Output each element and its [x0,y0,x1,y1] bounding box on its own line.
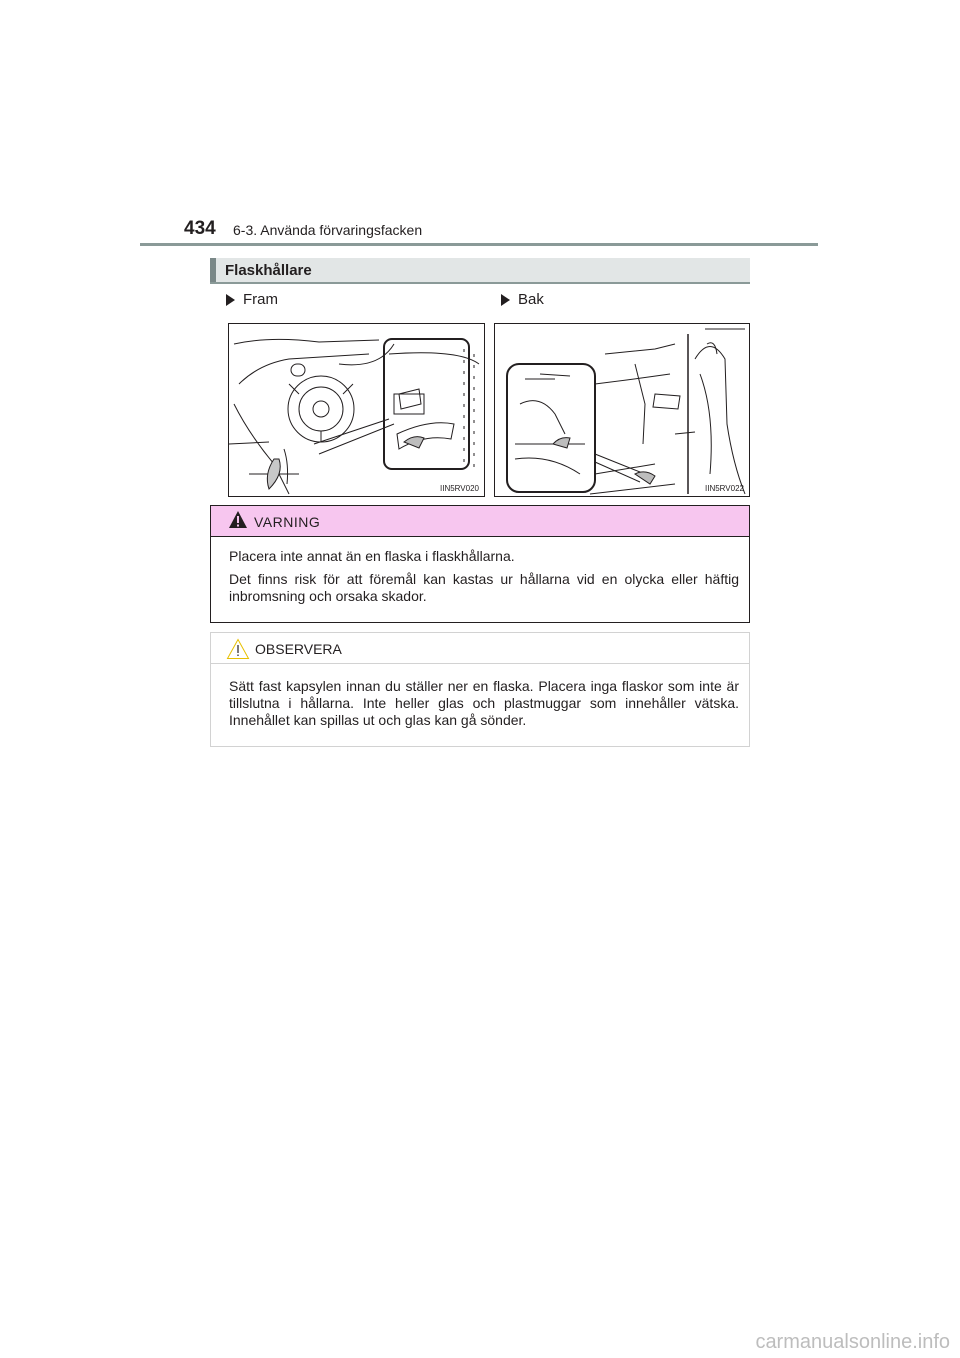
caution-outline-triangle-icon [226,638,250,660]
page-number: 434 [184,218,216,239]
rear-illustration [494,323,750,497]
notice-box [210,632,750,747]
triangle-bullet-icon [226,294,235,306]
warning-paragraph: Det finns risk för att föremål kan kastas ur hållarna vid en olycka eller häftig inbromsning och orsaka skador. [229,571,739,604]
triangle-bullet-icon [501,294,510,306]
rear-label [501,291,544,308]
section-heading-accent [210,258,216,282]
front-image-code: IIN5RV020 [440,484,479,493]
rear-label-text: Bak [518,291,544,308]
warning-header [211,506,749,537]
front-label-text: Fram [243,291,278,308]
rear-cabin-drawing [495,324,749,496]
warning-paragraph: Placera inte annat än en flaska i flaskhållarna. [229,548,515,564]
section-heading-bar [210,258,750,284]
notice-paragraph: Sätt fast kapsylen innan du ställer ner en flaska. Placera inga flaskor som inte är tillslutna i hållarna. Inte heller glas och plastmuggar som innehåller vätska. Innehållet kan spillas ut och glas kan gå sönder. [229,678,739,728]
section-heading: Flaskhållare [225,262,312,279]
rear-image-code: IIN5RV022 [705,484,744,493]
notice-title: OBSERVERA [255,641,342,657]
header-rule [140,243,818,246]
front-illustration [228,323,485,497]
notice-header [211,633,749,664]
warning-box [210,505,750,623]
warning-title: VARNING [254,514,321,530]
watermark: carmanualsonline.info [755,1331,950,1353]
warning-triangle-icon [228,510,248,530]
front-cabin-drawing [229,324,484,496]
section-title: 6-3. Använda förvaringsfacken [233,222,423,238]
front-label [226,291,278,308]
